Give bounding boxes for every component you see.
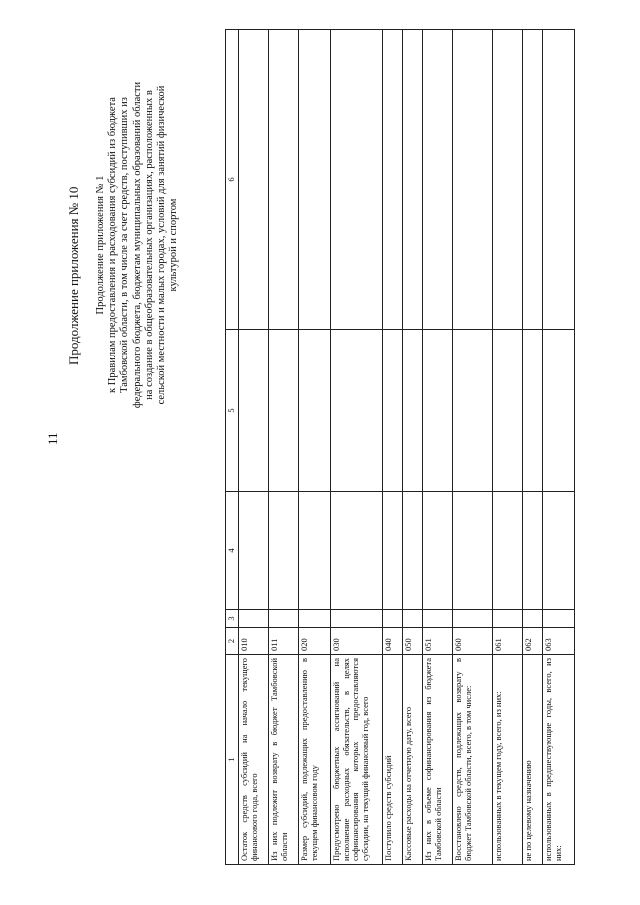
row-code: 011	[269, 628, 299, 655]
table-cell	[403, 330, 423, 492]
row-label: использованных в текущем году, всего, из них:	[493, 655, 523, 865]
table-cell	[453, 610, 493, 628]
table-cell	[493, 30, 523, 330]
row-label: Из них подлежит возврату в бюджет Тамбовской области	[269, 655, 299, 865]
heading-line: к Правилам предоставления и расходования субсидий из бюджета	[107, 97, 119, 393]
row-label: не по целевому назначению	[523, 655, 543, 865]
table-cell	[453, 330, 493, 492]
table-cell	[383, 30, 403, 330]
row-code: 020	[299, 628, 331, 655]
table-cell	[331, 492, 383, 610]
table-cell	[543, 492, 575, 610]
row-code: 063	[543, 628, 575, 655]
row-code: 030	[331, 628, 383, 655]
table-cell	[453, 30, 493, 330]
table-row	[299, 30, 331, 865]
table-cell	[523, 610, 543, 628]
row-code: 061	[493, 628, 523, 655]
row-label: Размер субсидий, подлежащих предоставлению в текущем финансовом году	[299, 655, 331, 865]
table-cell	[423, 610, 453, 628]
row-label: Восстановлено средств, подлежащих возврату в бюджет Тамбовской области, всего, в том числе:	[453, 655, 493, 865]
table-cell	[383, 330, 403, 492]
table-cell	[523, 492, 543, 610]
row-label: Поступило средств субсидий	[383, 655, 403, 865]
table-cell	[543, 610, 575, 628]
table-cell	[493, 330, 523, 492]
table-cell	[423, 30, 453, 330]
column-header-6: 6	[226, 30, 239, 330]
table-cell	[269, 330, 299, 492]
table-cell	[239, 30, 269, 330]
row-label: Из них в объеме софинансирования из бюджета Тамбовской области	[423, 655, 453, 865]
heading-line: федерального бюджета, бюджетам муниципальных образований области	[131, 81, 143, 409]
table-cell	[239, 610, 269, 628]
table-row	[453, 30, 493, 865]
table-cell	[403, 30, 423, 330]
table-cell	[299, 492, 331, 610]
table-cell	[269, 492, 299, 610]
heading-line: на создание в общеобразовательных организациях, расположенных в	[143, 90, 155, 400]
table-cell	[403, 610, 423, 628]
row-code: 040	[383, 628, 403, 655]
row-label: использованных в предшествующие годы, всего, из них:	[543, 655, 575, 865]
row-code: 060	[453, 628, 493, 655]
table-cell	[493, 610, 523, 628]
table-cell	[523, 30, 543, 330]
table-cell	[299, 30, 331, 330]
table-cell	[493, 492, 523, 610]
table-row	[239, 30, 269, 865]
column-header-3: 3	[226, 610, 239, 628]
row-code: 050	[403, 628, 423, 655]
table-cell	[543, 330, 575, 492]
table-cell	[423, 330, 453, 492]
table-cell	[423, 492, 453, 610]
table-cell	[269, 610, 299, 628]
table-row	[383, 30, 403, 865]
row-code: 010	[239, 628, 269, 655]
table-header-row	[226, 30, 239, 865]
table-cell	[523, 330, 543, 492]
column-header-4: 4	[226, 492, 239, 610]
table-row	[523, 30, 543, 865]
table-cell	[299, 610, 331, 628]
row-label: Остаток средств субсидий на начало текущего финансового года, всего	[239, 655, 269, 865]
table-cell	[453, 492, 493, 610]
table-row	[543, 30, 575, 865]
table-row	[269, 30, 299, 865]
table-cell	[543, 30, 575, 330]
table-cell	[299, 330, 331, 492]
row-code: 051	[423, 628, 453, 655]
row-label: Кассовые расходы на отчетную дату, всего	[403, 655, 423, 865]
row-code: 062	[523, 628, 543, 655]
heading-line: сельской местности и малых городах, условий для занятий физической	[156, 85, 168, 405]
table-row	[493, 30, 523, 865]
table-row	[423, 30, 453, 865]
appendix-continuation-title: Продолжение приложения № 10	[66, 186, 81, 365]
table-cell	[331, 30, 383, 330]
column-header-5: 5	[226, 330, 239, 492]
heading-line: Продолжение приложения № 1	[95, 175, 106, 315]
table-cell	[239, 492, 269, 610]
appendix-heading	[95, 0, 180, 505]
table-row	[331, 30, 383, 865]
table-cell	[239, 330, 269, 492]
column-header-1: 1	[226, 655, 239, 865]
table-cell	[383, 610, 403, 628]
table-cell	[269, 30, 299, 330]
heading-line: культурой и спортом	[168, 198, 180, 292]
subsidy-report-table	[225, 29, 575, 865]
heading-line: Тамбовской области, в том числе за счет средств, поступивших из	[119, 97, 131, 393]
column-header-2: 2	[226, 628, 239, 655]
table-cell	[403, 492, 423, 610]
table-cell	[331, 610, 383, 628]
table-row	[403, 30, 423, 865]
page-number: 11	[45, 432, 60, 445]
table-cell	[331, 330, 383, 492]
table-cell	[383, 492, 403, 610]
row-label: Предусмотрено бюджетных ассигнований на исполнение расходных обязательств, в целях софинансирования которых предоставляются субсидии, на текущий финансовый год, всего	[331, 655, 383, 865]
